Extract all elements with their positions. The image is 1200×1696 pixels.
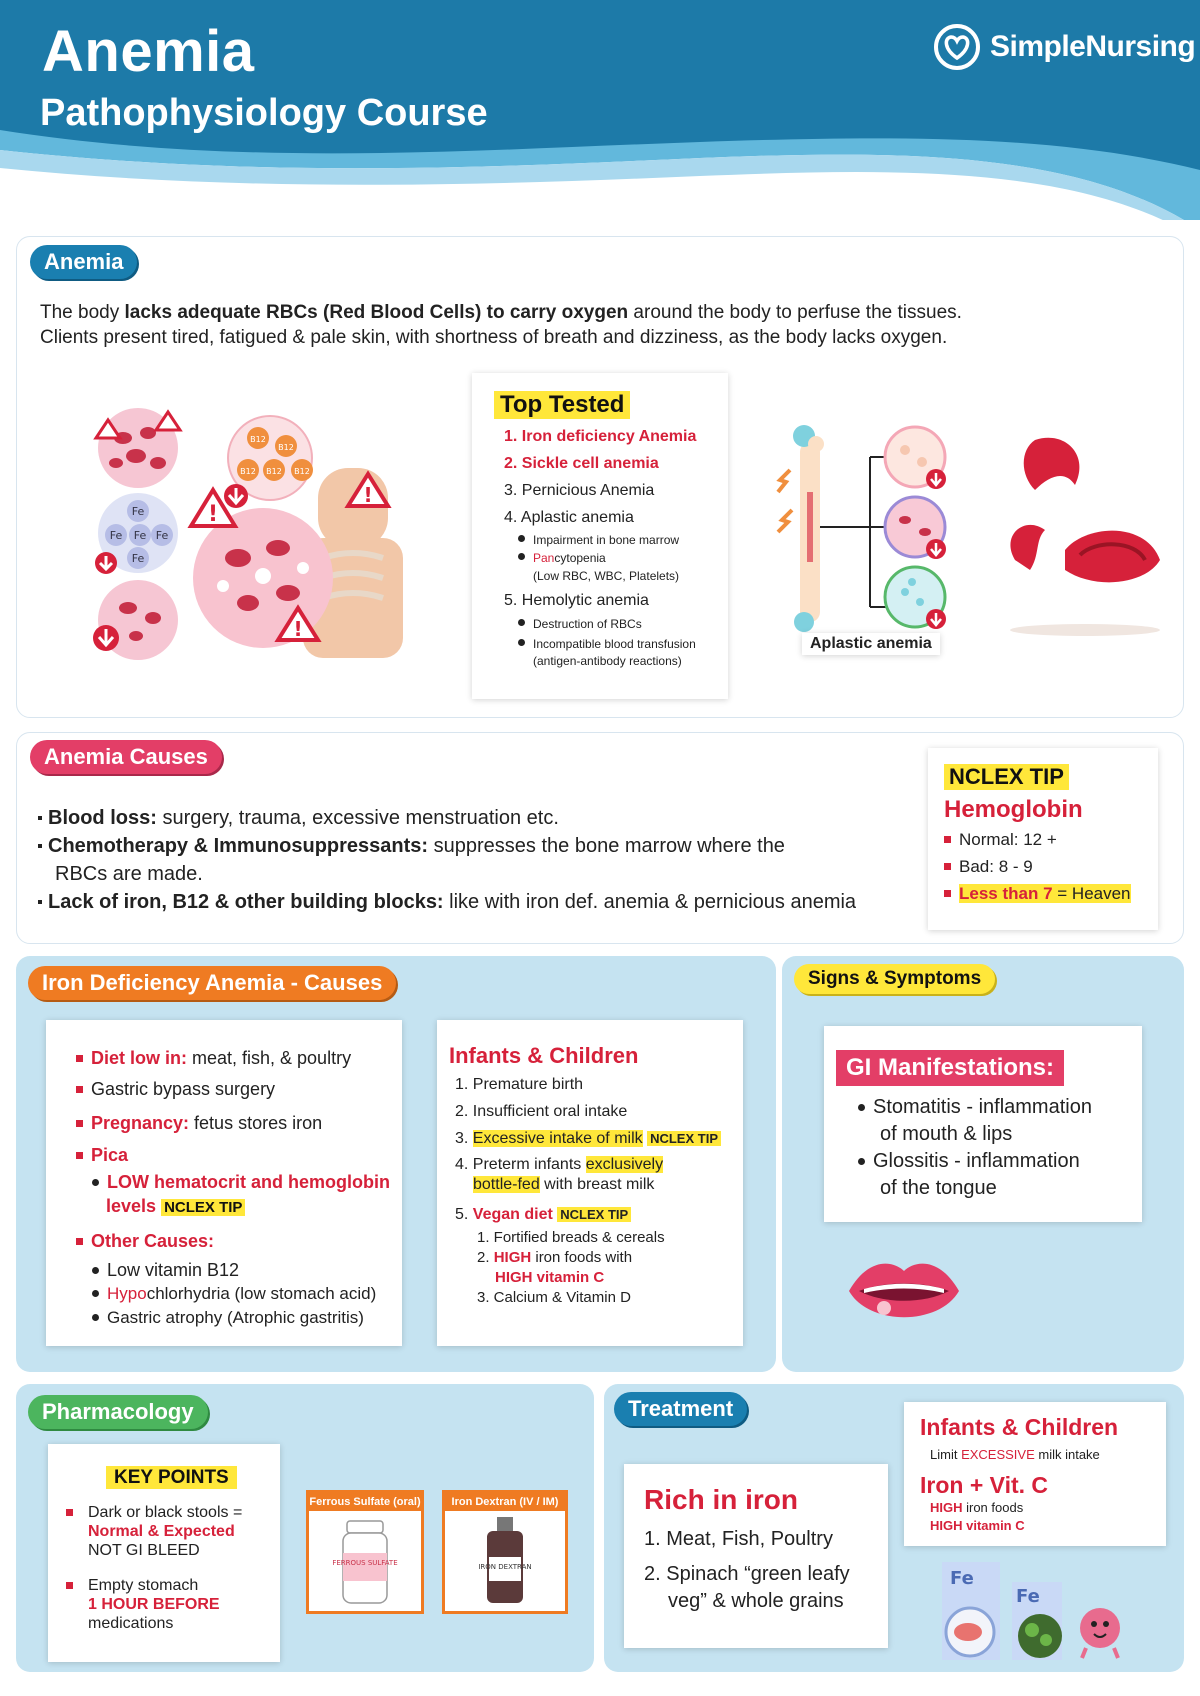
treatment-infants-red: EXCESSIVE [961, 1447, 1035, 1462]
treatment-infants-text: milk intake [1034, 1447, 1100, 1462]
ida-cause-text: meat, fish, & poultry [187, 1048, 352, 1068]
b12-label: B12 [250, 435, 266, 444]
anemia-cells-illustration [88, 408, 418, 668]
ida-cause-text: fetus stores iron [189, 1113, 323, 1133]
sickle-cells-illustration [995, 430, 1175, 640]
cause-bold: Chemotherapy & Immunosuppressants: [48, 835, 429, 857]
bottle-label: FERROUS SULFATE [332, 1559, 398, 1567]
symptom-item: Stomatitis - inflammation [873, 1096, 1092, 1118]
infants-item-num: 2. [477, 1249, 490, 1266]
symptom-item: Glossitis - inflammation [873, 1150, 1080, 1172]
top-tested-item: 4. Aplastic anemia [504, 509, 634, 526]
hemoglobin-nclex-card [928, 748, 1158, 930]
ida-cause-red: levels [106, 1196, 157, 1216]
nclex-tag: NCLEX TIP [944, 764, 1069, 790]
top-tested-note: (Low RBC, WBC, Platelets) [533, 569, 680, 583]
infants-item-num: 3. [455, 1130, 469, 1147]
infants-subitem: 1. Fortified breads & cereals [477, 1229, 665, 1246]
def-text-post: around the body to perfuse the tissues. [628, 302, 962, 323]
infants-item-num: 5. [455, 1206, 469, 1223]
ida-cause-text: Gastric bypass surgery [91, 1079, 276, 1099]
page-title: Anemia [42, 19, 255, 84]
fe-label: Fe [1016, 1586, 1040, 1607]
infants-title: Infants & Children [449, 1043, 639, 1068]
ida-cause-red: Pregnancy: [91, 1113, 190, 1133]
svg-text:!: ! [363, 483, 373, 507]
top-tested-item: 2. Sickle cell anemia [504, 455, 659, 472]
ida-cause-red: LOW hematocrit and hemoglobin [107, 1172, 390, 1192]
fe-label: Fe [109, 529, 123, 542]
def-text-pre: The body [40, 302, 125, 323]
treatment-item: veg” & whole grains [668, 1590, 844, 1612]
signs-pill: Signs & Symptoms [794, 964, 995, 994]
key-points-card [48, 1444, 280, 1662]
infants-item: with breast milk [539, 1176, 655, 1193]
top-tested-subitem: Impairment in bone marrow [533, 533, 680, 547]
top-tested-title: Top Tested [494, 391, 630, 419]
key-point-red: 1 HOUR BEFORE [88, 1596, 220, 1613]
cause-text: surgery, trauma, excessive menstruation etc. [156, 807, 559, 829]
fe-label: Fe [133, 529, 147, 542]
nclex-tag: NCLEX TIP [161, 1199, 245, 1216]
key-points-title: KEY POINTS [106, 1466, 237, 1489]
iron-foods-illustration [940, 1556, 1130, 1662]
vial-label: IRON DEXTRAN [478, 1563, 532, 1571]
pill-bottle-icon [309, 1511, 421, 1609]
svg-text:!: ! [293, 617, 303, 641]
aplastic-bone-illustration [770, 422, 970, 632]
b12-label: B12 [294, 467, 310, 476]
top-tested-subitem: Incompatible blood transfusion [533, 637, 696, 651]
drug-ferrous-card [306, 1490, 424, 1614]
cause-bold: Lack of iron, B12 & other building blocks: [48, 891, 444, 913]
vitc-title: Iron + Vit. C [920, 1472, 1049, 1498]
key-point-text: NOT GI BLEED [88, 1542, 200, 1559]
gi-title: GI Manifestations: [836, 1050, 1064, 1086]
infants-item: 2. Insufficient oral intake [455, 1103, 628, 1120]
fe-label: Fe [950, 1568, 974, 1589]
b12-label: B12 [240, 467, 256, 476]
pharm-pill: Pharmacology [28, 1395, 208, 1429]
top-tested-item: 1. Iron deficiency Anemia [504, 428, 697, 445]
key-point-text: Empty stomach [88, 1577, 199, 1594]
top-tested-subitem: cytopenia [554, 551, 606, 565]
symptom-item: of the tongue [880, 1177, 997, 1199]
infants-item: Excessive intake of milk [472, 1130, 643, 1147]
b12-label: B12 [266, 467, 282, 476]
aplastic-label: Aplastic anemia [802, 633, 940, 655]
hgb-normal: Normal: 12 + [959, 830, 1057, 849]
brand-name: SimpleNursing [990, 30, 1196, 63]
symptom-item: of mouth & lips [880, 1123, 1013, 1145]
infants-subitem-red: HIGH vitamin C [495, 1269, 605, 1286]
treatment-infants-title: Infants & Children [920, 1414, 1119, 1440]
hemoglobin-title: Hemoglobin [944, 796, 1083, 823]
top-tested-item: 3. Pernicious Anemia [504, 482, 655, 499]
causes-list [38, 804, 918, 916]
top-tested-subitem: Destruction of RBCs [533, 617, 642, 631]
treatment-infants-card [904, 1402, 1166, 1546]
treatment-item: 2. Spinach “green leafy [644, 1563, 850, 1585]
stethoscope-heart-icon [932, 22, 982, 72]
ida-pill: Iron Deficiency Anemia - Causes [28, 966, 396, 1000]
ida-cause-red: Diet low in: [91, 1048, 187, 1068]
anemia-definition [40, 300, 1160, 350]
vitc-red: HIGH [930, 1500, 963, 1515]
nclex-tag: NCLEX TIP [557, 1207, 631, 1222]
anemia-pill: Anemia [30, 245, 137, 279]
ida-cause-red: Pica [91, 1145, 129, 1165]
ida-cause-text: Gastric atrophy (Atrophic gastritis) [107, 1308, 364, 1327]
fe-label: Fe [131, 552, 145, 565]
vial-icon [445, 1511, 565, 1609]
hgb-less-red: Less than 7 [959, 884, 1053, 903]
infants-subitem-red: HIGH [493, 1249, 532, 1266]
top-tested-subitem-red: Pan [533, 551, 555, 565]
page-subtitle: Pathophysiology Course [40, 92, 488, 134]
treatment-pill: Treatment [614, 1392, 747, 1426]
cause-bold: Blood loss: [48, 807, 157, 829]
key-point-text: medications [88, 1615, 174, 1632]
ida-cause-text: chlorhydria (low stomach acid) [146, 1284, 377, 1303]
cause-text: RBCs are made. [55, 863, 203, 885]
key-point-text: Dark or black stools = [88, 1504, 243, 1521]
infants-item-hl: bottle-fed [473, 1176, 540, 1193]
ida-cause-red: Hypo [107, 1284, 147, 1303]
key-point-red: Normal & Expected [88, 1523, 235, 1540]
gi-card [824, 1026, 1142, 1222]
brand-logo [932, 22, 1195, 72]
ida-causes-card [46, 1020, 402, 1346]
infants-item-red: Vegan diet [472, 1206, 553, 1223]
top-tested-card [472, 373, 728, 699]
infants-subitem: iron foods with [531, 1249, 633, 1266]
causes-pill: Anemia Causes [30, 740, 222, 774]
top-tested-item: 5. Hemolytic anemia [504, 592, 649, 609]
fe-label: Fe [155, 529, 169, 542]
treatment-item: 1. Meat, Fish, Poultry [644, 1528, 833, 1550]
cause-text: suppresses the bone marrow where the [428, 835, 785, 857]
drug-dextran-card [442, 1490, 568, 1614]
ida-cause-text: Low vitamin B12 [107, 1260, 240, 1280]
infants-item-hl: exclusively [585, 1156, 664, 1173]
ida-infants-card [437, 1020, 743, 1346]
hgb-bad: Bad: 8 - 9 [959, 857, 1033, 876]
cause-text: like with iron def. anemia & pernicious anemia [443, 891, 857, 913]
lips-illustration [844, 1246, 964, 1346]
top-tested-note: (antigen-antibody reactions) [533, 654, 682, 668]
vitc-text: iron foods [962, 1500, 1024, 1515]
drug-dextran-label: Iron Dextran (IV / IM) [445, 1493, 565, 1511]
def-text-line2: Clients present tired, fatigued & pale skin, with shortness of breath and dizziness, as the body lacks oxygen. [40, 327, 948, 348]
rich-in-iron-title: Rich in iron [644, 1484, 798, 1515]
hgb-less-rest: = Heaven [1052, 884, 1131, 903]
infants-item: 4. Preterm infants [455, 1156, 586, 1173]
fe-label: Fe [131, 505, 145, 518]
vitc-red: HIGH vitamin C [930, 1518, 1025, 1533]
def-text-bold: lacks adequate RBCs (Red Blood Cells) to carry oxygen [124, 302, 629, 323]
drug-ferrous-label: Ferrous Sulfate (oral) [309, 1493, 421, 1511]
treatment-infants-text: Limit [930, 1447, 962, 1462]
rich-in-iron-card [624, 1464, 888, 1648]
b12-label: B12 [278, 443, 294, 452]
ida-cause-red: Other Causes: [91, 1231, 215, 1251]
infants-subitem: 3. Calcium & Vitamin D [477, 1289, 631, 1306]
infants-item: 1. Premature birth [455, 1076, 584, 1093]
svg-text:!: ! [207, 502, 219, 527]
nclex-tag: NCLEX TIP [647, 1131, 721, 1146]
